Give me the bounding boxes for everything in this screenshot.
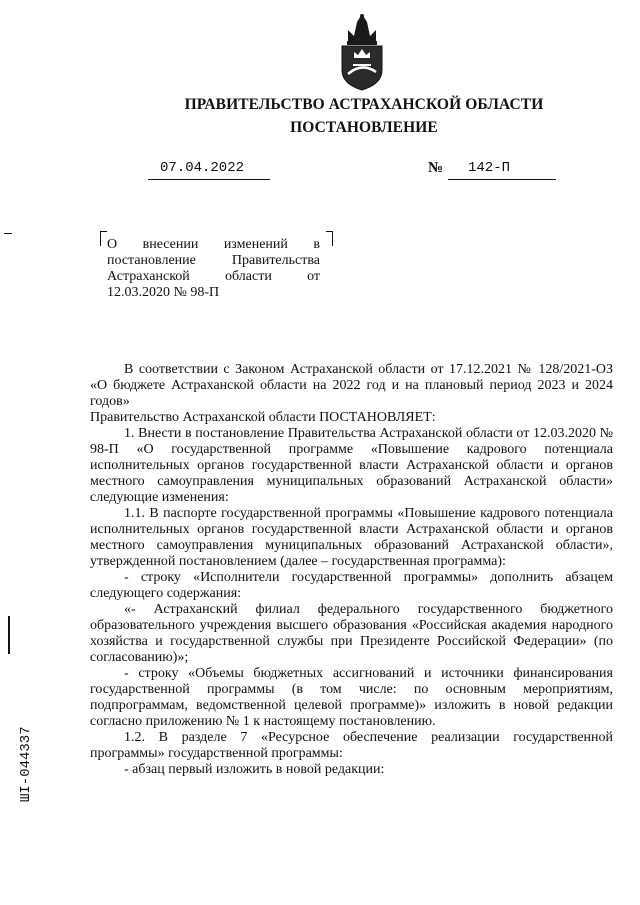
margin-tick [4,233,12,234]
coat-of-arms-icon [336,12,388,92]
document-subject: О внесении изменений в постановление Правительства Астраханской области от 12.03.2020 № 98-П [107,237,320,300]
document-type-title: ПОСТАНОВЛЕНИЕ [290,119,438,136]
government-title: ПРАВИТЕЛЬСТВО АСТРАХАНСКОЙ ОБЛАСТИ [184,96,544,113]
number-sign: № [428,160,444,176]
resolution-statement: Правительство Астраханской области ПОСТАНОВЛЯЕТ: [90,410,436,425]
margin-bar [8,616,10,654]
clause-1-1-quote: «- Астраханский филиал федерального государственного бюджетного образовательного учреждения высшего образования «Российская академия народного хозяйства и государственной службы при Президенте Российской Федерации» (по согласованию)»; [90,602,613,665]
number-underline [448,179,556,180]
preamble-paragraph: В соответствии с Законом Астраханской области от 17.12.2021 № 128/2021-ОЗ «О бюджете Астраханской области на 2022 год и на плановый период 2023 и 2024 годов» [90,362,613,409]
margin-serial-number: ШI-044337 [18,726,34,802]
document-body [90,362,613,778]
document-number: 142-П [468,160,511,176]
clause-1-1: 1.1. В паспорте государственной программы «Повышение кадрового потенциала исполнительных органов государственной власти Астраханской области и органов местного самоуправления муниципальных образований Астраханской области», утвержденной постановлением (далее – государственная программа): [90,506,613,569]
clause-1-1-item-executors: - строку «Исполнители государственной программы» дополнить абзацем следующего содержания: [90,570,613,601]
date-underline [148,179,270,180]
clause-1-2-item: - абзац первый изложить в новой редакции: [124,762,385,777]
subject-corner-right [326,231,333,246]
clause-1: 1. Внести в постановление Правительства Астраханской области от 12.03.2020 № 98-П «О государственной программе «Повышение кадрового потенциала исполнительных органов государственной власти Астраханской области и органов местного самоуправления муниципальных образований Астраханской области» следующие изменения: [90,426,613,505]
document-date: 07.04.2022 [160,160,245,176]
clause-1-2: 1.2. В разделе 7 «Ресурсное обеспечение реализации государственной программы» государственной программы: [90,730,613,761]
clause-1-1-item-budget: - строку «Объемы бюджетных ассигнований и источники финансирования государственной программы (в том числе: по основным мероприятиям, подпрограммам, ведомственной целевой программе)» изложить в новой редакции согласно приложению № 1 к настоящему постановлению. [90,666,613,729]
subject-corner-left [100,231,107,246]
